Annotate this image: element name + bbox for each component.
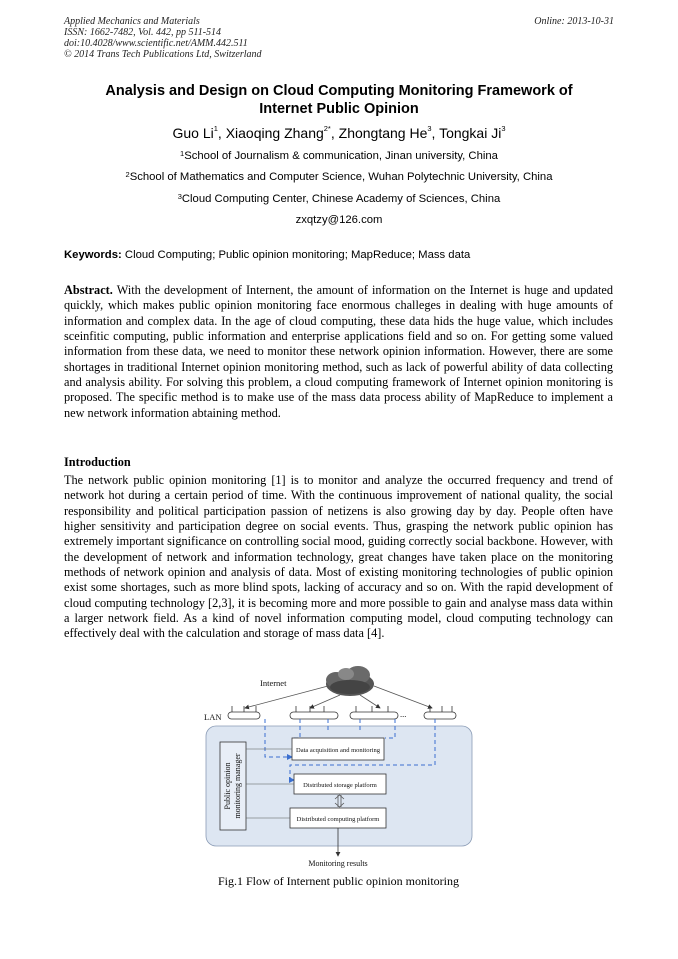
flow-diagram xyxy=(200,660,490,870)
data-acquisition-label: Data acquisition and monitoring xyxy=(296,747,380,754)
svg-text:monitoring manager: monitoring manager xyxy=(233,753,242,819)
svg-text:Public opinion: Public opinion xyxy=(223,762,232,810)
affiliation-2: $^2$School of Mathematics and Computer Science, Wuhan Polytechnic University, China xyxy=(125,170,553,183)
paper-title xyxy=(60,82,618,118)
author: Guo Li$^1$, xyxy=(172,124,226,141)
distributed-storage-label: Distributed storage platform xyxy=(303,782,377,789)
section-heading-introduction: Introduction xyxy=(64,455,131,469)
internet-label: Internet xyxy=(260,678,287,688)
issn-line: ISSN: 1662-7482, Vol. 442, pp 511-514 xyxy=(64,27,222,38)
keywords-label: Keywords: xyxy=(64,249,122,261)
lan-segment xyxy=(290,706,338,719)
lan-segment xyxy=(350,706,398,719)
cloud-icon xyxy=(326,666,374,696)
doi-line: doi:10.4028/www.scientific.net/AMM.442.511 xyxy=(64,38,248,49)
journal-header xyxy=(64,16,262,60)
copyright-line: © 2014 Trans Tech Publications Ltd, Switzerland xyxy=(64,49,262,60)
distributed-computing-label: Distributed computing platform xyxy=(296,816,380,823)
lan-segment xyxy=(424,706,456,719)
keywords xyxy=(64,249,470,261)
monitoring-manager-label xyxy=(223,753,242,818)
author-list xyxy=(60,125,618,141)
figure-caption: Fig.1 Flow of Internent public opinion monitoring xyxy=(218,874,459,888)
lan-label: LAN xyxy=(204,712,222,722)
abstract-label: Abstract. xyxy=(64,283,113,297)
journal-name: Applied Mechanics and Materials xyxy=(64,16,200,27)
title-line-1: Analysis and Design on Cloud Computing Monitoring Framework of xyxy=(105,83,573,99)
author: Xiaoqing Zhang$^{2*}$, xyxy=(225,124,339,141)
keywords-text: Cloud Computing; Public opinion monitoring; MapReduce; Mass data xyxy=(121,249,471,261)
introduction-text: The network public opinion monitoring [1] is to monitor and analyze the occurred frequency and trend of network hot during a certain period of time. With the continuous improvement of national quality, the social responsibility and political participation passion of netizens is also growing day by day. People often have higher sensitivity and participation degree on social events. Thus, grasping the network public opinion has extremely important significance on controlling social mood, guiding correctly social backbone. However, with the development of network and information technology, great changes have taken place on the monitoring methods of network opinion and analysis of data. Most of existing monitoring technologies of public opinion exist some shortages, such as more blind spots, lacking of accuracy and so on. With the rapid development of cloud computing technology [2,3], it is becoming more and more possible to gain and analyse mass data within a larger network field. As a kind of novel information computing model, cloud computing technology can effectively deal with the calculation and storage of mass data [4]. xyxy=(64,473,613,641)
affiliation-3: $^3$Cloud Computing Center, Chinese Academy of Sciences, China xyxy=(177,192,501,205)
lan-ellipsis: ... xyxy=(400,709,407,719)
abstract-text: With the development of Internent, the amount of information on the Internet is huge and updated quickly, which makes public opinion monitoring face enormous challeges in dealing with huge amounts of information and complex data. In the age of cloud computing, these data hids the huge value, which includes sceinfitic computing, public information and enterprise applications field and so on. For getting some valued information from these data, we need to monitor these network opinion information. However, there are some shortages in traditional Internet opinion monitoring method, such as lack of powerful ability of data collecting and analysis ability. For solving this problem, a cloud computing framework of Internet opinion monitoring is proposed. The specific method is to make use of the mass data process ability of MapReduce to implement a new network information abtaining method. xyxy=(64,283,613,420)
lan-segment xyxy=(228,706,260,719)
affiliation-1: $^1$School of Journalism & communication, Jinan university, China xyxy=(180,149,498,162)
email: zxqtzy@126.com xyxy=(295,214,383,226)
author: Tongkai Ji$^3$ xyxy=(439,124,506,141)
monitoring-results-label: Monitoring results xyxy=(308,859,368,868)
abstract xyxy=(64,283,613,421)
title-line-2: Internet Public Opinion xyxy=(259,101,419,117)
author: Zhongtang He$^3$, xyxy=(338,124,440,141)
online-date: Online: 2013-10-31 xyxy=(534,16,614,27)
